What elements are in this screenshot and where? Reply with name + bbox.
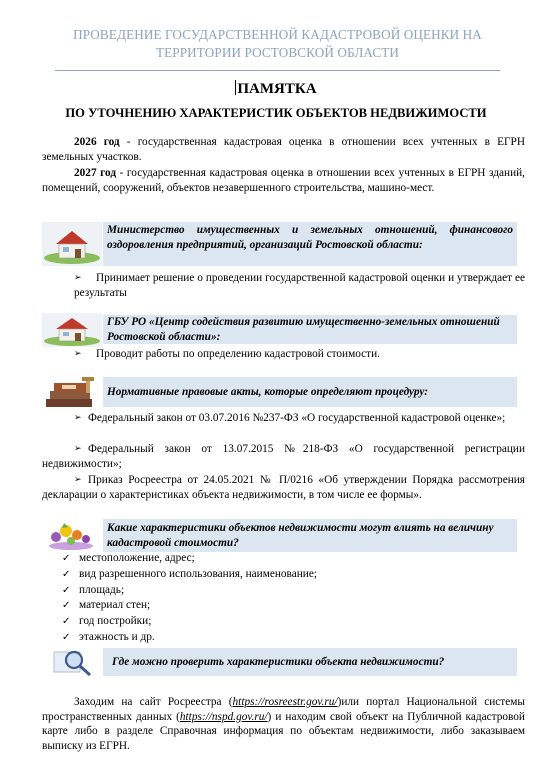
act-item-3 [42,472,525,502]
flowers-icon [44,519,98,551]
intro-paragraph-2026 [42,135,525,164]
arrow-bullet-icon: ➢ [74,412,82,422]
checkmark-icon: ✓ [62,584,71,596]
acts-heading: Нормативные правовые акты, которые определяют процедуру: [107,386,429,398]
characteristics-heading: Какие характеристики объектов недвижимости могут влиять на величину кадастровой стоимости? [107,522,494,549]
year-2026: 2026 год [74,136,120,148]
list-item: ✓ площадь; [62,583,317,599]
house-icon [42,313,102,347]
act-item-2 [42,441,525,471]
act-item-3-text: Приказ Росреестра от 24.05.2021 № П/0216 «Об утверждении Порядка рассмотрения декларации о характеристиках объекта недвижимости, в том числе ее формы». [42,474,525,501]
list-item: ✓ этажность и др. [62,630,317,646]
list-item: ✓ материал стен; [62,598,317,614]
list-item: ✓ год постройки; [62,614,317,630]
header-line-2: ТЕРРИТОРИИ РОСТОВСКОЙ ОБЛАСТИ [155,45,400,60]
act-item-1 [42,410,525,426]
memo-title-text: ПАМЯТКА [237,81,317,97]
gbu-item [74,346,525,362]
check-heading: Где можно проверить характеристики объекта недвижимости? [112,656,445,668]
ministry-item-text: Принимает решение о проведении государственной кадастровой оценки и утверждает ее результаты [74,272,525,299]
checkmark-icon: ✓ [62,553,71,564]
act-item-2-text: Федеральный закон от 13.07.2015 №218-ФЗ «О государственной регистрации недвижимости»; [42,443,525,470]
act-item-1-text: Федеральный закон от 03.07.2016 №237-ФЗ «О государственной кадастровой оценке»; [88,412,506,424]
arrow-bullet-icon: ➢ [74,348,82,358]
ministry-heading: Министерство имущественных и земельных отношений, финансового оздоровления предприятий, организаций Ростовской области: [107,224,513,251]
checkmark-icon: ✓ [62,631,71,643]
intro-paragraph-2027 [42,166,525,195]
arrow-bullet-icon: ➢ [74,474,82,484]
footer-paragraph: Заходим на сайт Росреестра (https://rosreestr.gov.ru/)или портал Национальной системы пространственных данных (https://nspd.gov.ru/) и находим свой объект на Публичной кадастровой карте либо в разделе Справочная информация по объектам недвижимости, либо заказываем выписку из ЕГРН. [42,696,525,752]
year-2027: 2027 год [74,167,117,179]
header-line-1: ПРОВЕДЕНИЕ ГОСУДАРСТВЕННОЙ КАДАСТРОВОЙ ОЦЕНКИ НА [73,27,482,42]
intro-text-2027: - государственная кадастровая оценка в отношении всех учтенных в ЕГРН зданий, помещений, сооружений, объектов незавершенного строительства, машино-мест. [42,167,525,194]
arrow-bullet-icon: ➢ [74,272,82,282]
magnifier-icon [50,646,96,678]
document-header [55,26,500,62]
list-item: ✓ вид разрешенного использования, наименование; [62,567,317,583]
intro-text-2026: - государственная кадастровая оценка в отношении всех учтенных в ЕГРН земельных участков. [42,136,525,163]
memo-title [0,80,552,98]
law-books-icon [42,377,100,409]
header-divider [55,70,500,71]
checkmark-icon: ✓ [62,600,71,612]
list-item: ✓ местоположение, адрес; [62,551,317,567]
gbu-item-text: Проводит работы по определению кадастровой стоимости. [96,348,380,360]
house-icon [42,222,102,266]
checkmark-icon: ✓ [62,616,71,628]
arrow-bullet-icon: ➢ [74,443,82,453]
rosreestr-link[interactable]: https://rosreestr.gov.ru/ [232,696,338,708]
checkmark-icon: ✓ [62,568,71,580]
nspd-link[interactable]: https://nspd.gov.ru/ [179,710,268,723]
gbu-heading: ГБУ РО «Центр содействия развитию имущественно-земельных отношений Ростовской области»: [107,316,500,343]
ministry-item [74,270,525,300]
characteristics-list [62,551,317,646]
memo-subtitle: ПО УТОЧНЕНИЮ ХАРАКТЕРИСТИК ОБЪЕКТОВ НЕДВИЖИМОСТИ [65,106,487,120]
